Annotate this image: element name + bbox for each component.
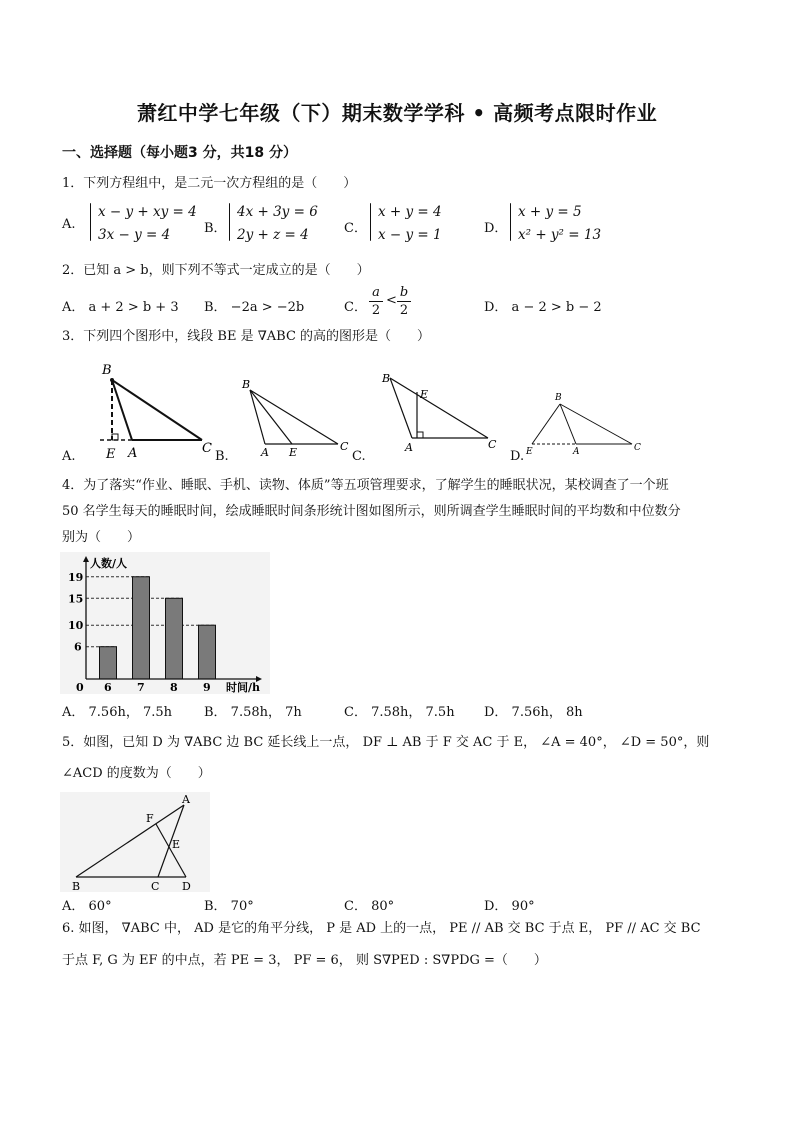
q5-label-f: F — [146, 812, 154, 825]
q3-figure-c — [381, 372, 497, 454]
chart-x-tick-label: 6 — [104, 681, 112, 694]
chart-bar-8 — [166, 598, 183, 679]
q3a-label-e: E — [106, 447, 116, 462]
q3-option-d: D. — [510, 449, 525, 464]
q2-option-a: A． a + 2 > b + 3 — [62, 300, 179, 315]
q3c-label-b: B — [382, 372, 391, 385]
q3-option-a: A. — [62, 449, 76, 464]
q1-option-b-eq1: 4x + 3y = 6 — [237, 204, 318, 220]
chart-bar-9 — [199, 625, 216, 679]
q2-option-c-frac-bar-a — [369, 301, 383, 302]
chart-bar-6 — [100, 647, 117, 679]
q1-option-b-eq2: 2y + z = 4 — [237, 227, 309, 243]
q3-option-b: B. — [215, 449, 229, 464]
q3c-label-c: C — [488, 438, 497, 451]
q3c-label-e: E — [420, 388, 429, 401]
q4-option-a: A． 7.56h， 7.5h — [62, 705, 173, 720]
q1-option-d-eq2: x² + y² = 13 — [518, 227, 602, 243]
q2-option-b: B． −2a > −2b — [204, 300, 305, 315]
q1-option-a-brace — [90, 203, 91, 241]
q1-option-c-label: C． — [344, 221, 367, 236]
chart-y-tick-label: 6 — [74, 640, 82, 654]
chart-x-tick-label: 7 — [137, 681, 145, 694]
chart-x-tick-label: 9 — [203, 681, 211, 694]
question-5-line-2: ∠ACD 的度数为（ ） — [62, 766, 211, 781]
chart-y-tick-label: 19 — [68, 570, 84, 584]
chart-origin-label: 0 — [76, 681, 84, 694]
chart-y-axis-label: 人数/人 — [90, 557, 128, 570]
q1-option-a-label: A. — [62, 217, 76, 232]
q3d-label-c: C — [634, 443, 641, 453]
q2-option-c-den-b: 2 — [399, 303, 409, 318]
q5-option-b: B． 70° — [204, 899, 254, 914]
q5-label-b: B — [72, 880, 81, 892]
q1-option-c-eq2: x − y = 1 — [378, 227, 442, 243]
question-4-line-1: 4．为了落实“作业、睡眠、手机、读物、体质”等五项管理要求，了解学生的睡眠状况，某校调查了一个班 — [62, 478, 669, 493]
q3-figure-a — [100, 363, 212, 462]
q2-option-d: D． a − 2 > b − 2 — [484, 300, 602, 315]
q3a-label-c: C — [202, 441, 212, 456]
q3-figure-d — [525, 393, 641, 457]
q4-option-d: D． 7.56h， 8h — [484, 705, 583, 720]
q2-option-c-label: C． — [344, 300, 367, 315]
q4-option-c: C． 7.58h， 7.5h — [344, 705, 455, 720]
question-5-line-1: 5．如图，已知 D 为 ∇ABC 边 BC 延长线上一点， DF ⊥ AB 于 F 交 AC 于 E， ∠A = 40°， ∠D = 50°，则 — [62, 735, 710, 750]
question-3-stem: 3．下列四个图形中，线段 BE 是 ∇ABC 的高的图形是（ ） — [62, 329, 431, 344]
q2-option-c-den-a: 2 — [371, 303, 381, 318]
q2-option-c-num-b: b — [399, 285, 409, 300]
chart-y-tick-label: 15 — [68, 592, 84, 606]
q5-option-d: D． 90° — [484, 899, 535, 914]
sleep-time-bar-chart — [60, 552, 270, 694]
q3b-label-e: E — [289, 446, 298, 459]
q3a-label-b: B — [102, 363, 112, 378]
q4-option-b: B． 7.58h， 7h — [204, 705, 302, 720]
q5-label-c: C — [151, 880, 160, 892]
q3-figures — [60, 358, 760, 468]
q1-option-a-eq1: x − y + xy = 4 — [98, 204, 197, 220]
q1-option-d-eq1: x + y = 5 — [518, 204, 582, 220]
q3b-label-b: B — [242, 378, 251, 391]
q1-option-d-brace — [510, 203, 511, 241]
q3-option-c: C. — [352, 449, 366, 464]
q3-figure-b — [241, 378, 349, 459]
q3d-label-b: B — [555, 393, 562, 403]
q1-option-b-brace — [229, 203, 230, 241]
question-4-line-2: 50 名学生每天的睡眠时间，绘成睡眠时间条形统计图如图所示，则所调查学生睡眠时间的平均数和中位数分 — [62, 504, 681, 519]
q5-label-d: D — [182, 880, 191, 892]
question-1-stem: 1．下列方程组中，是二元一次方程组的是（ ） — [62, 176, 357, 191]
chart-y-tick-label: 10 — [68, 619, 84, 633]
q3d-label-a: A — [573, 447, 580, 457]
q5-label-a: A — [182, 793, 190, 806]
q3b-label-a: A — [261, 446, 269, 459]
q3d-label-e: E — [526, 447, 533, 457]
q3c-label-a: A — [405, 441, 413, 454]
chart-x-axis-label: 时间/h — [226, 681, 261, 694]
question-4-line-3: 别为（ ） — [62, 530, 141, 545]
q2-option-c-frac-bar-b — [397, 301, 411, 302]
question-2-stem: 2．已知 a > b，则下列不等式一定成立的是（ ） — [62, 263, 370, 278]
chart-x-tick-label: 8 — [170, 681, 178, 694]
question-6-line-2: 于点 F, G 为 EF 的中点，若 PE = 3， PF = 6， 则 S∇PED : S∇PDG =（ ） — [62, 953, 547, 968]
q1-option-c-eq1: x + y = 4 — [378, 204, 442, 220]
section-heading: 一、选择题（每小题3 分，共18 分） — [62, 145, 297, 161]
page-title: 萧红中学七年级（下）期末数学学科 • 高频考点限时作业 — [136, 101, 658, 125]
q5-label-e: E — [172, 838, 181, 851]
q1-option-c-brace — [370, 203, 371, 241]
q3a-label-a: A — [128, 446, 138, 461]
q1-option-a-eq2: 3x − y = 4 — [98, 227, 171, 243]
q5-option-c: C． 80° — [344, 899, 395, 914]
q2-option-c-rel: < — [386, 293, 397, 308]
q5-figure — [60, 792, 210, 892]
q5-option-a: A． 60° — [62, 899, 112, 914]
q1-option-b-label: B． — [204, 221, 227, 236]
chart-bar-7 — [133, 577, 150, 679]
q3b-label-c: C — [340, 440, 349, 453]
q1-option-d-label: D． — [484, 221, 508, 236]
q2-option-c-num-a: a — [372, 285, 380, 300]
question-6-line-1: 6. 如图， ∇ABC 中， AD 是它的角平分线， P 是 AD 上的一点， PE // AB 交 BC 于点 E， PF // AC 交 BC — [62, 921, 701, 936]
